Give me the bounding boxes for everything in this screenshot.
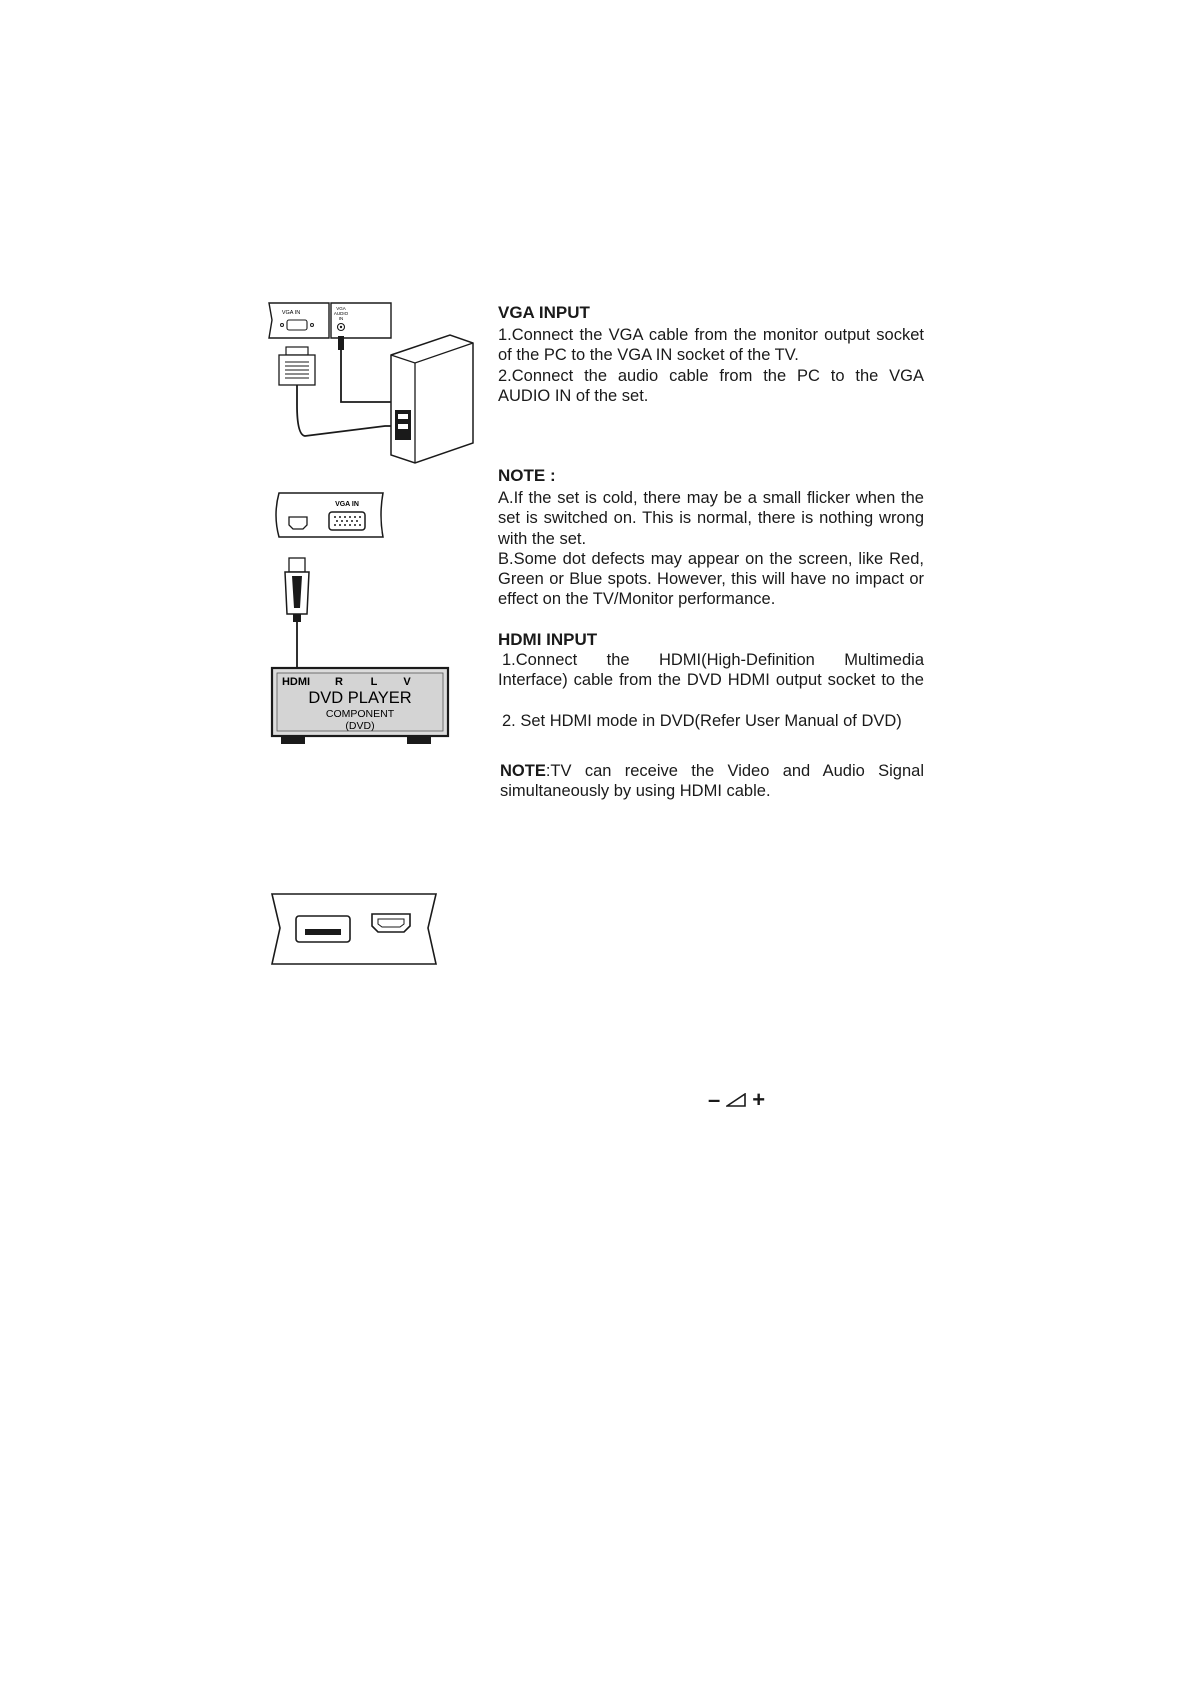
note2-body [500, 761, 924, 802]
pc-tower [391, 335, 473, 463]
hdmi-connection-diagram [265, 490, 465, 750]
hdmi-line-3: 2. Set HDMI mode in DVD(Refer User Manual of DVD) [502, 712, 902, 730]
vga-line-1: 1.Connect the VGA cable from the monitor output socket [498, 326, 924, 344]
dvd-title: DVD PLAYER [308, 689, 412, 707]
hdmi-plug-head [289, 558, 305, 572]
note-heading: NOTE : [498, 466, 556, 485]
dvd-l-label: L [370, 676, 378, 688]
dvd-sub-label: (DVD) [345, 720, 375, 732]
volume-minus: – [708, 1087, 721, 1112]
note2-text: :TV can receive the Video and Audio Signal [545, 762, 924, 780]
tv-hdmi-port-icon [289, 517, 307, 529]
vga-cable [297, 385, 393, 436]
note2-line-2: simultaneously by using HDMI cable. [500, 782, 771, 801]
note2-label: NOTE [500, 762, 546, 780]
volume-plus: + [752, 1087, 766, 1112]
vga-line-3: 2.Connect the audio cable from the PC to the VGA [498, 366, 924, 385]
vga-audio-label: VGA [336, 306, 346, 311]
dvd-component-label: COMPONENT [325, 708, 395, 720]
vga-line-2: of the PC to the VGA IN socket of the TV. [498, 346, 799, 365]
note-line-5: Green or Blue spots. However, this will have no impact or [498, 570, 924, 589]
dvd-foot-left [281, 736, 305, 744]
audio-label: AUDIO [333, 311, 349, 316]
note-body [498, 488, 924, 610]
vga-port-icon [287, 320, 307, 330]
note-line-1: A.If the set is cold, there may be a small flicker when the [498, 489, 924, 507]
note-line-4: B.Some dot defects may appear on the screen, like Red, [498, 549, 924, 568]
dvd-foot-right [407, 736, 431, 744]
hdmi-line-1: 1.Connect the HDMI(High-Definition Multimedia [502, 651, 924, 669]
hdmi-input-heading: HDMI INPUT [498, 630, 598, 649]
dvd-hdmi-label: HDMI [281, 676, 311, 688]
usb-hdmi-panel-diagram [268, 892, 442, 968]
audio-plug [338, 336, 344, 350]
audio-cable [341, 350, 391, 402]
dvd-r-label: R [335, 676, 343, 688]
hdmi-input-body [498, 650, 924, 691]
note-line-6: effect on the TV/Monitor performance. [498, 590, 776, 609]
note-line-2: set is switched on. This is normal, there is nothing wrong [498, 509, 924, 528]
vga-connection-diagram [265, 300, 475, 465]
note2-line-1 [500, 761, 924, 781]
note-line-3: with the set. [498, 529, 587, 548]
vga-input-heading: VGA INPUT [498, 303, 590, 322]
volume-ramp-icon [726, 1093, 746, 1107]
hdmi-line-2: Interface) cable from the DVD HDMI output socket to the [498, 671, 924, 690]
tv-vga-in-label: VGA IN [335, 501, 359, 508]
vga-line-4: AUDIO IN of the set. [498, 386, 649, 405]
dvd-v-label: V [403, 676, 411, 688]
volume-icon [708, 1088, 768, 1112]
in-label: IN [338, 316, 344, 321]
vga-input-body [498, 325, 924, 406]
vga-plug-head [286, 347, 308, 355]
vga-in-label: VGA IN [281, 310, 301, 316]
